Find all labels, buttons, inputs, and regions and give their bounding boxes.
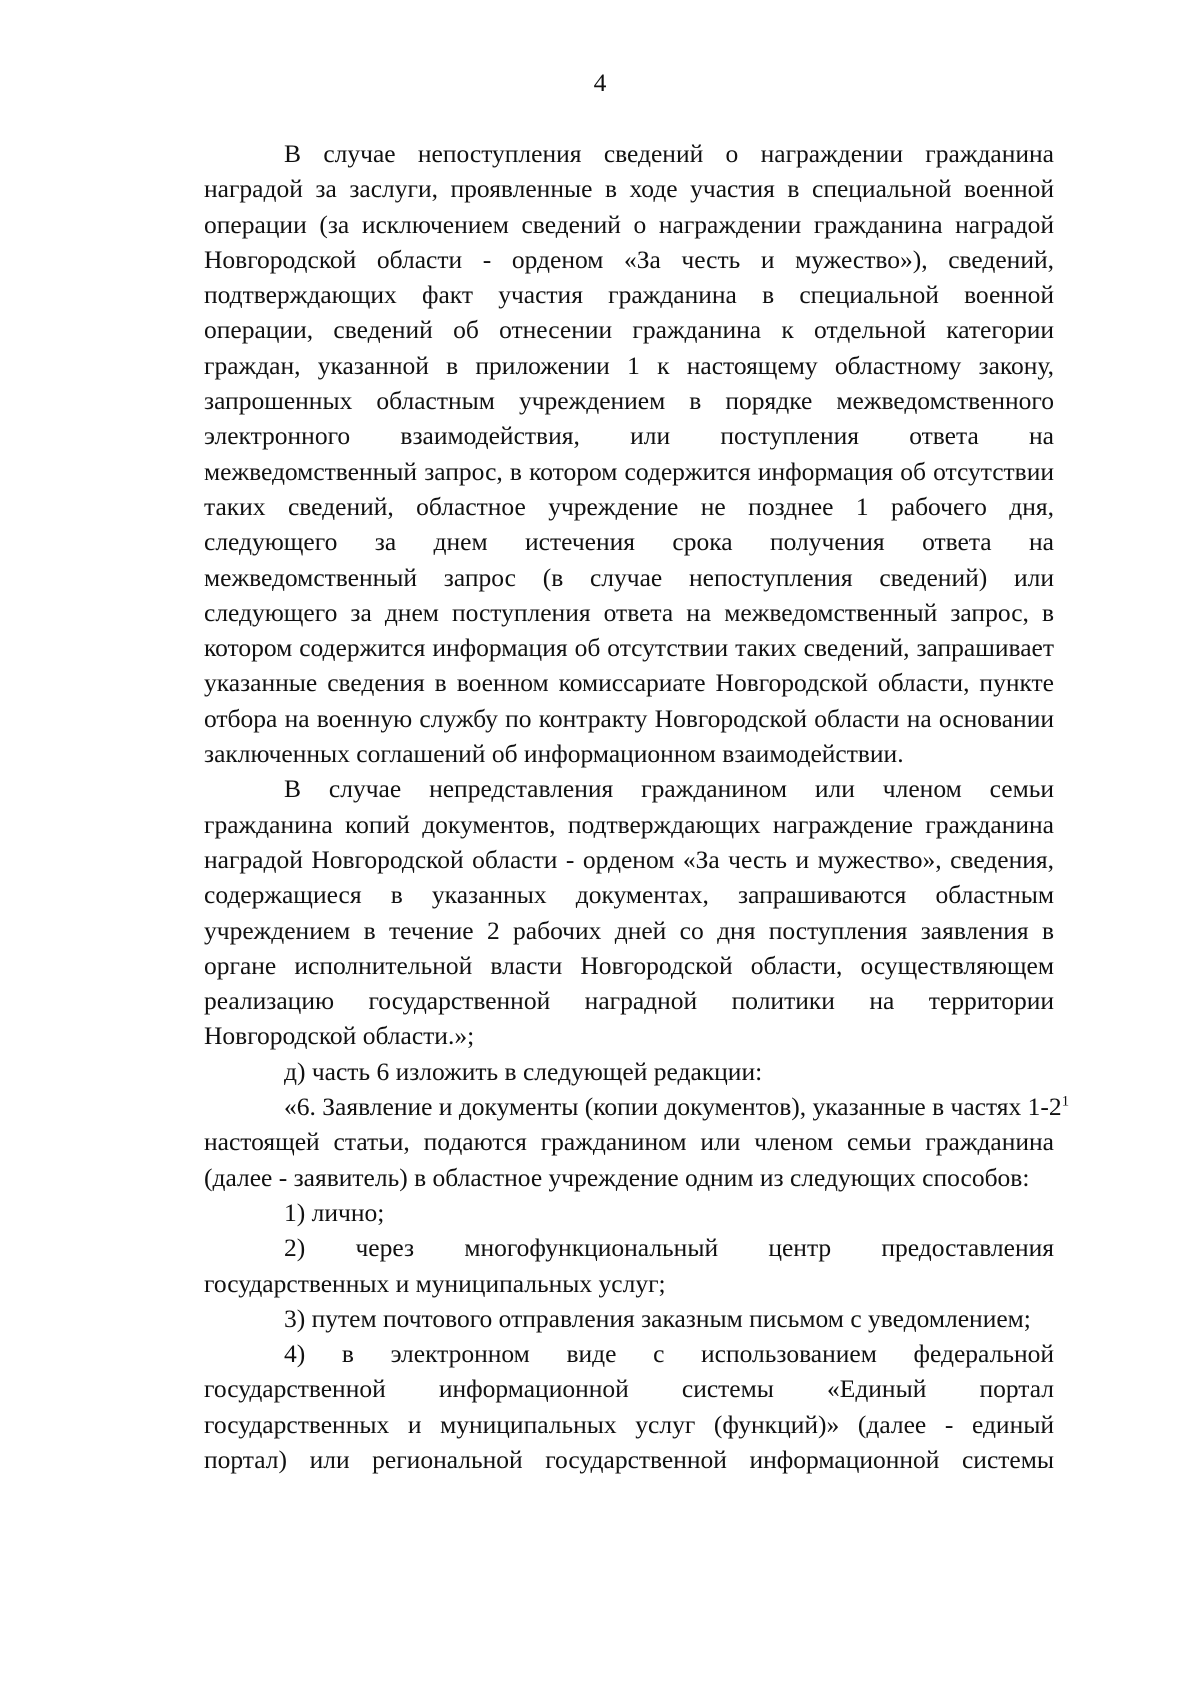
document-body bbox=[204, 136, 1070, 1477]
paragraph bbox=[204, 771, 1054, 1053]
text-line: 1) лично; bbox=[284, 1197, 385, 1227]
text-line-content: «6. Заявление и документы (копии документов), указанные в частях 1-2 bbox=[284, 1092, 1062, 1122]
text-line: операции, сведений об отнесении гражданина к отдельной категории bbox=[204, 315, 1054, 345]
text-line: Новгородской области - орденом «За честь и мужество»), сведений, bbox=[204, 244, 1054, 274]
text-line: органе исполнительной власти Новгородской области, осуществляющем bbox=[204, 950, 1054, 980]
text-line: В случае непредставления гражданином или членом семьи bbox=[284, 774, 1054, 804]
text-line: электронного взаимодействия, или поступления ответа на bbox=[204, 421, 1054, 451]
text-line-with-superscript bbox=[204, 1089, 1070, 1124]
text-line: межведомственный запрос, в котором содержится информация об отсутствии bbox=[204, 456, 1054, 486]
text-line: указанные сведения в военном комиссариате Новгородской области, пункте bbox=[204, 668, 1054, 698]
text-line: В случае непоступления сведений о награждении гражданина bbox=[284, 139, 1054, 168]
text-line: государственных и муниципальных услуг; bbox=[204, 1268, 666, 1298]
text-line: заключенных соглашений об информационном взаимодействии. bbox=[204, 739, 904, 769]
text-line: 3) путем почтового отправления заказным письмом с уведомлением; bbox=[284, 1303, 1031, 1333]
text-line: (далее - заявитель) в областное учреждение одним из следующих способов: bbox=[204, 1162, 1030, 1192]
text-line: гражданина копий документов, подтверждающих награждение гражданина bbox=[204, 809, 1054, 839]
text-line: граждан, указанной в приложении 1 к настоящему областному закону, bbox=[204, 350, 1054, 380]
list-item bbox=[204, 1230, 1054, 1301]
text-line: наградой Новгородской области - орденом «За честь и мужество», сведения, bbox=[204, 844, 1054, 874]
text-line: 2) через многофункциональный центр предоставления bbox=[284, 1233, 1054, 1263]
paragraph bbox=[204, 1054, 1054, 1089]
paragraph bbox=[204, 1089, 1070, 1195]
text-line: портал) или региональной государственной информационной системы bbox=[204, 1444, 1054, 1474]
text-line: содержащиеся в указанных документах, запрашиваются областным bbox=[204, 880, 1054, 910]
text-line: котором содержится информация об отсутствии таких сведений, запрашивает bbox=[204, 633, 1054, 663]
text-line: запрошенных областным учреждением в порядке межведомственного bbox=[204, 386, 1054, 416]
text-line: следующего за днем истечения срока получения ответа на bbox=[204, 527, 1054, 557]
text-line: д) часть 6 изложить в следующей редакции: bbox=[284, 1056, 763, 1086]
text-line: таких сведений, областное учреждение не позднее 1 рабочего дня, bbox=[204, 491, 1054, 521]
list-item bbox=[204, 1336, 1054, 1477]
text-line: государственной информационной системы «Единый портал bbox=[204, 1374, 1054, 1404]
text-line: 4) в электронном виде с использованием федеральной bbox=[284, 1339, 1054, 1369]
text-line: настоящей статьи, подаются гражданином или членом семьи гражданина bbox=[204, 1127, 1054, 1157]
text-line: подтверждающих факт участия гражданина в специальной военной bbox=[204, 280, 1054, 310]
text-line: реализацию государственной наградной политики на территории bbox=[204, 986, 1054, 1016]
text-line: государственных и муниципальных услуг (функций)» (далее - единый bbox=[204, 1409, 1054, 1439]
text-line: отбора на военную службу по контракту Новгородской области на основании bbox=[204, 703, 1054, 733]
superscript: 1 bbox=[1061, 1093, 1070, 1110]
paragraph bbox=[204, 136, 1054, 771]
text-line: операции (за исключением сведений о награждении гражданина наградой bbox=[204, 209, 1054, 239]
text-line: наградой за заслуги, проявленные в ходе участия в специальной военной bbox=[204, 174, 1054, 204]
list-item bbox=[204, 1301, 1054, 1336]
list-item bbox=[204, 1195, 1054, 1230]
text-line: Новгородской области.»; bbox=[204, 1021, 475, 1051]
text-line: межведомственный запрос (в случае непоступления сведений) или bbox=[204, 562, 1054, 592]
page-number: 4 bbox=[593, 68, 607, 97]
text-line: учреждением в течение 2 рабочих дней со дня поступления заявления в bbox=[204, 915, 1054, 945]
text-line: следующего за днем поступления ответа на межведомственный запрос, в bbox=[204, 597, 1054, 627]
